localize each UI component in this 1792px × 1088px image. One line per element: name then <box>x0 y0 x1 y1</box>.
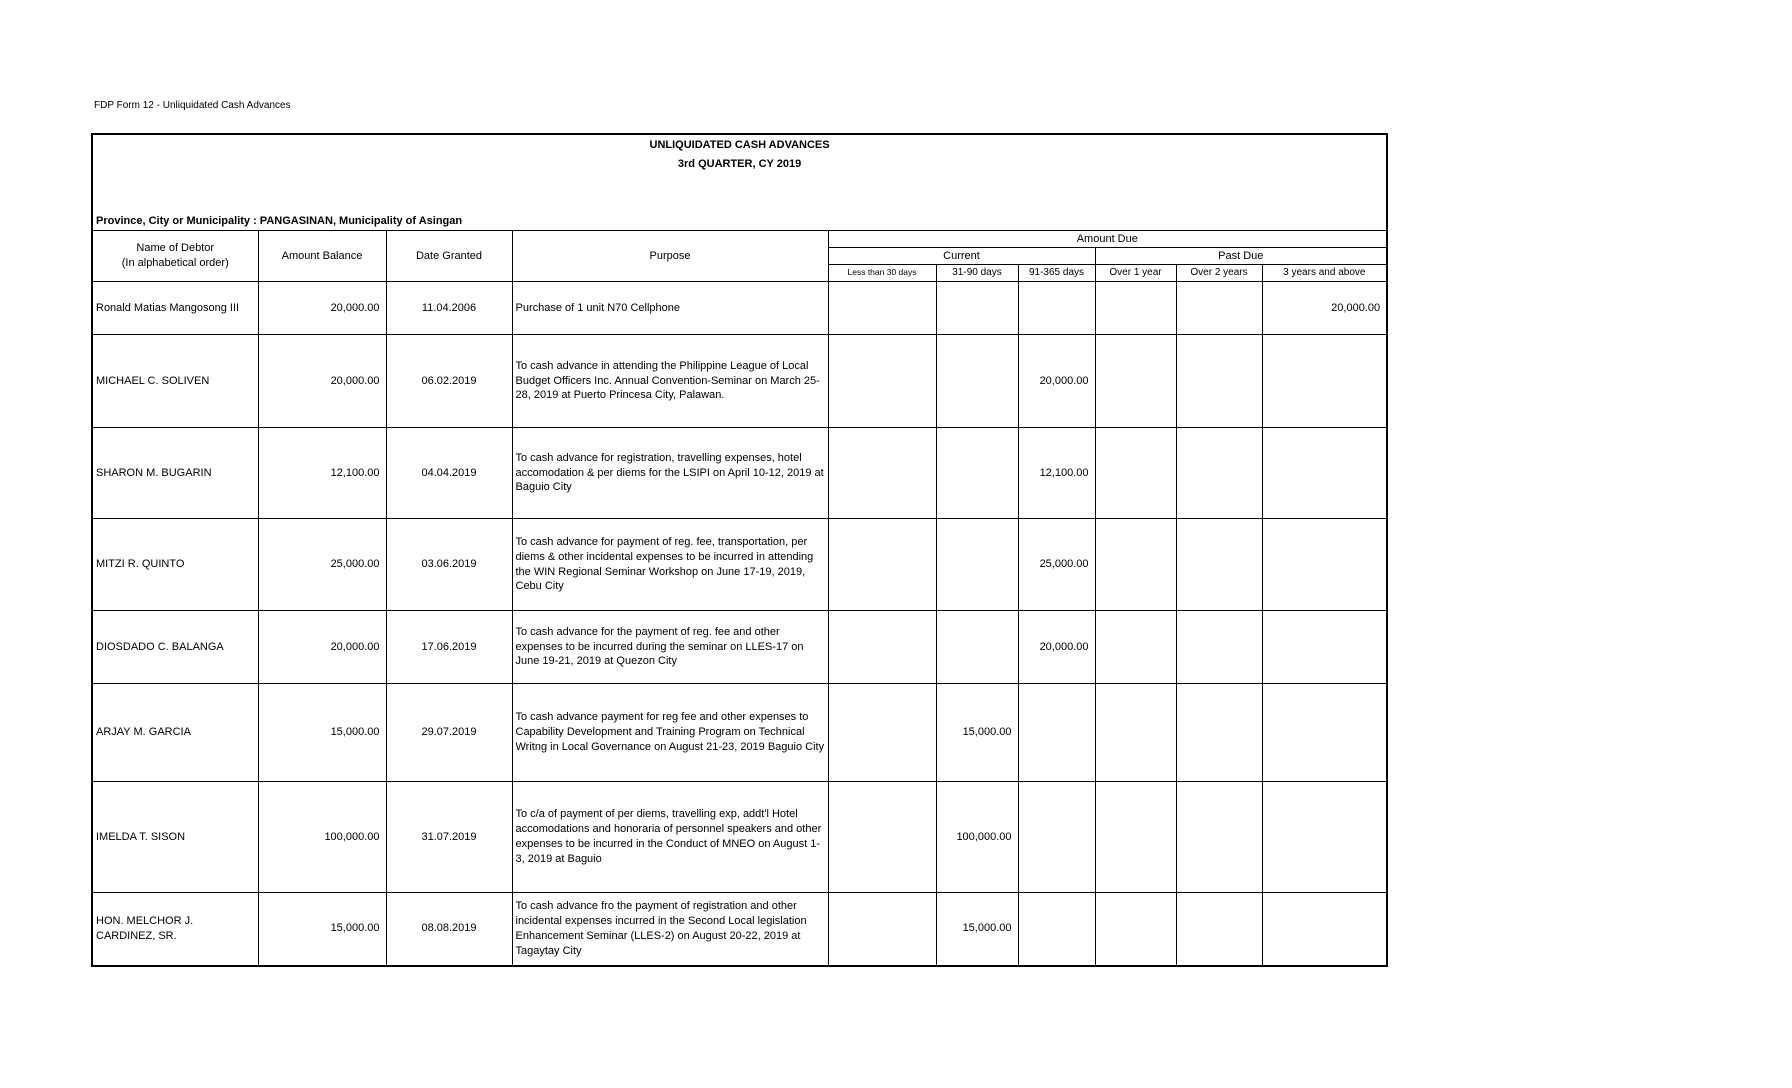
amount-balance: 20,000.00 <box>258 335 386 428</box>
cash-advances-table <box>91 133 1388 967</box>
debtor-name: SHARON M. BUGARIN <box>92 428 258 519</box>
amount-3-years-above <box>1262 684 1387 782</box>
amount-less-than-30 <box>828 335 936 428</box>
amount-over-2-years <box>1176 893 1262 966</box>
amount-91-365 <box>1018 684 1095 782</box>
amount-91-365 <box>1018 782 1095 893</box>
debtor-name: ARJAY M. GARCIA <box>92 684 258 782</box>
date-granted: 03.06.2019 <box>386 519 512 611</box>
purpose: To c/a of payment of per diems, travelling exp, addt'l Hotel accomodations and honoraria of personnel speakers and other expenses to be incurred in the Conduct of MNEO on August 1-3, 2019 at Baguio <box>512 782 828 893</box>
amount-over-2-years <box>1176 611 1262 684</box>
amount-over-1-year <box>1095 519 1176 611</box>
header-past-due: Past Due <box>1095 248 1387 265</box>
amount-over-2-years <box>1176 428 1262 519</box>
debtor-name: Ronald Matias Mangosong III <box>92 282 258 335</box>
amount-over-2-years <box>1176 282 1262 335</box>
debtor-name: MITZI R. QUINTO <box>92 519 258 611</box>
amount-over-1-year <box>1095 611 1176 684</box>
title-block <box>92 134 1387 231</box>
header-31-90-days: 31-90 days <box>936 265 1018 282</box>
table-row <box>92 684 1387 782</box>
purpose: To cash advance for registration, travelling expenses, hotel accomodation & per diems for the LSIPI on April 10-12, 2019 at Baguio City <box>512 428 828 519</box>
amount-3-years-above: 20,000.00 <box>1262 282 1387 335</box>
date-granted: 04.04.2019 <box>386 428 512 519</box>
amount-balance: 12,100.00 <box>258 428 386 519</box>
amount-over-1-year <box>1095 282 1176 335</box>
header-3-years-and-above: 3 years and above <box>1262 265 1387 282</box>
date-granted: 17.06.2019 <box>386 611 512 684</box>
amount-91-365 <box>1018 282 1095 335</box>
amount-3-years-above <box>1262 519 1387 611</box>
header-date-granted: Date Granted <box>386 231 512 282</box>
debtor-name: MICHAEL C. SOLIVEN <box>92 335 258 428</box>
table-row <box>92 519 1387 611</box>
amount-31-90: 15,000.00 <box>936 684 1018 782</box>
header-current: Current <box>828 248 1095 265</box>
amount-less-than-30 <box>828 282 936 335</box>
date-granted: 31.07.2019 <box>386 782 512 893</box>
debtor-name: DIOSDADO C. BALANGA <box>92 611 258 684</box>
report-title: UNLIQUIDATED CASH ADVANCES <box>649 139 830 151</box>
date-granted: 11.04.2006 <box>386 282 512 335</box>
amount-less-than-30 <box>828 684 936 782</box>
amount-less-than-30 <box>828 428 936 519</box>
purpose: Purchase of 1 unit N70 Cellphone <box>512 282 828 335</box>
amount-over-2-years <box>1176 335 1262 428</box>
amount-31-90: 100,000.00 <box>936 782 1018 893</box>
date-granted: 08.08.2019 <box>386 893 512 966</box>
amount-31-90 <box>936 335 1018 428</box>
amount-91-365: 25,000.00 <box>1018 519 1095 611</box>
header-over-1-year: Over 1 year <box>1095 265 1176 282</box>
form-label: FDP Form 12 - Unliquidated Cash Advances <box>94 100 291 111</box>
header-name-of-debtor: Name of Debtor (In alphabetical order) <box>92 231 258 282</box>
purpose: To cash advance in attending the Philippine League of Local Budget Officers Inc. Annual Convention-Seminar on March 25-28, 2019 at Puerto Princesa City, Palawan. <box>512 335 828 428</box>
amount-less-than-30 <box>828 519 936 611</box>
amount-balance: 25,000.00 <box>258 519 386 611</box>
amount-over-2-years <box>1176 684 1262 782</box>
amount-over-1-year <box>1095 782 1176 893</box>
amount-31-90: 15,000.00 <box>936 893 1018 966</box>
header-91-365-days: 91-365 days <box>1018 265 1095 282</box>
amount-less-than-30 <box>828 611 936 684</box>
header-less-than-30-days: Less than 30 days <box>828 265 936 282</box>
amount-over-1-year <box>1095 335 1176 428</box>
table-row <box>92 782 1387 893</box>
amount-over-2-years <box>1176 782 1262 893</box>
header-amount-balance: Amount Balance <box>258 231 386 282</box>
amount-3-years-above <box>1262 428 1387 519</box>
date-granted: 29.07.2019 <box>386 684 512 782</box>
table-row <box>92 335 1387 428</box>
header-amount-due: Amount Due <box>828 231 1387 248</box>
table-row <box>92 893 1387 966</box>
table-row <box>92 428 1387 519</box>
amount-over-1-year <box>1095 684 1176 782</box>
amount-31-90 <box>936 519 1018 611</box>
purpose: To cash advance for payment of reg. fee, transportation, per diems & other incidental expenses to be incurred in attending the WIN Regional Seminar Workshop on June 17-19, 2019, Cebu City <box>512 519 828 611</box>
amount-91-365 <box>1018 893 1095 966</box>
amount-balance: 100,000.00 <box>258 782 386 893</box>
amount-balance: 15,000.00 <box>258 893 386 966</box>
date-granted: 06.02.2019 <box>386 335 512 428</box>
amount-3-years-above <box>1262 335 1387 428</box>
report-subtitle: 3rd QUARTER, CY 2019 <box>677 157 802 170</box>
amount-3-years-above <box>1262 611 1387 684</box>
table-row <box>92 611 1387 684</box>
purpose: To cash advance for the payment of reg. fee and other expenses to be incurred during the seminar on LLES-17 on June 19-21, 2019 at Quezon City <box>512 611 828 684</box>
purpose: To cash advance fro the payment of registration and other incidental expenses incurred in the Second Local legislation Enhancement Seminar (LLES-2) on August 20-22, 2019 at Tagaytay City <box>512 893 828 966</box>
amount-91-365: 20,000.00 <box>1018 611 1095 684</box>
amount-31-90 <box>936 611 1018 684</box>
amount-3-years-above <box>1262 782 1387 893</box>
debtor-name: HON. MELCHOR J. CARDINEZ, SR. <box>92 893 258 966</box>
amount-over-1-year <box>1095 893 1176 966</box>
amount-91-365: 12,100.00 <box>1018 428 1095 519</box>
amount-less-than-30 <box>828 782 936 893</box>
amount-3-years-above <box>1262 893 1387 966</box>
table-row <box>92 282 1387 335</box>
amount-31-90 <box>936 282 1018 335</box>
amount-balance: 20,000.00 <box>258 611 386 684</box>
amount-less-than-30 <box>828 893 936 966</box>
amount-balance: 15,000.00 <box>258 684 386 782</box>
debtor-name: IMELDA T. SISON <box>92 782 258 893</box>
amount-over-2-years <box>1176 519 1262 611</box>
province-label: Province, City or Municipality : PANGASINAN, Municipality of Asingan <box>96 215 463 228</box>
header-purpose: Purpose <box>512 231 828 282</box>
amount-91-365: 20,000.00 <box>1018 335 1095 428</box>
amount-balance: 20,000.00 <box>258 282 386 335</box>
header-over-2-years: Over 2 years <box>1176 265 1262 282</box>
purpose: To cash advance payment for reg fee and other expenses to Capability Development and Training Program on Technical Writng in Local Governance on August 21-23, 2019 Baguio City <box>512 684 828 782</box>
amount-over-1-year <box>1095 428 1176 519</box>
amount-31-90 <box>936 428 1018 519</box>
